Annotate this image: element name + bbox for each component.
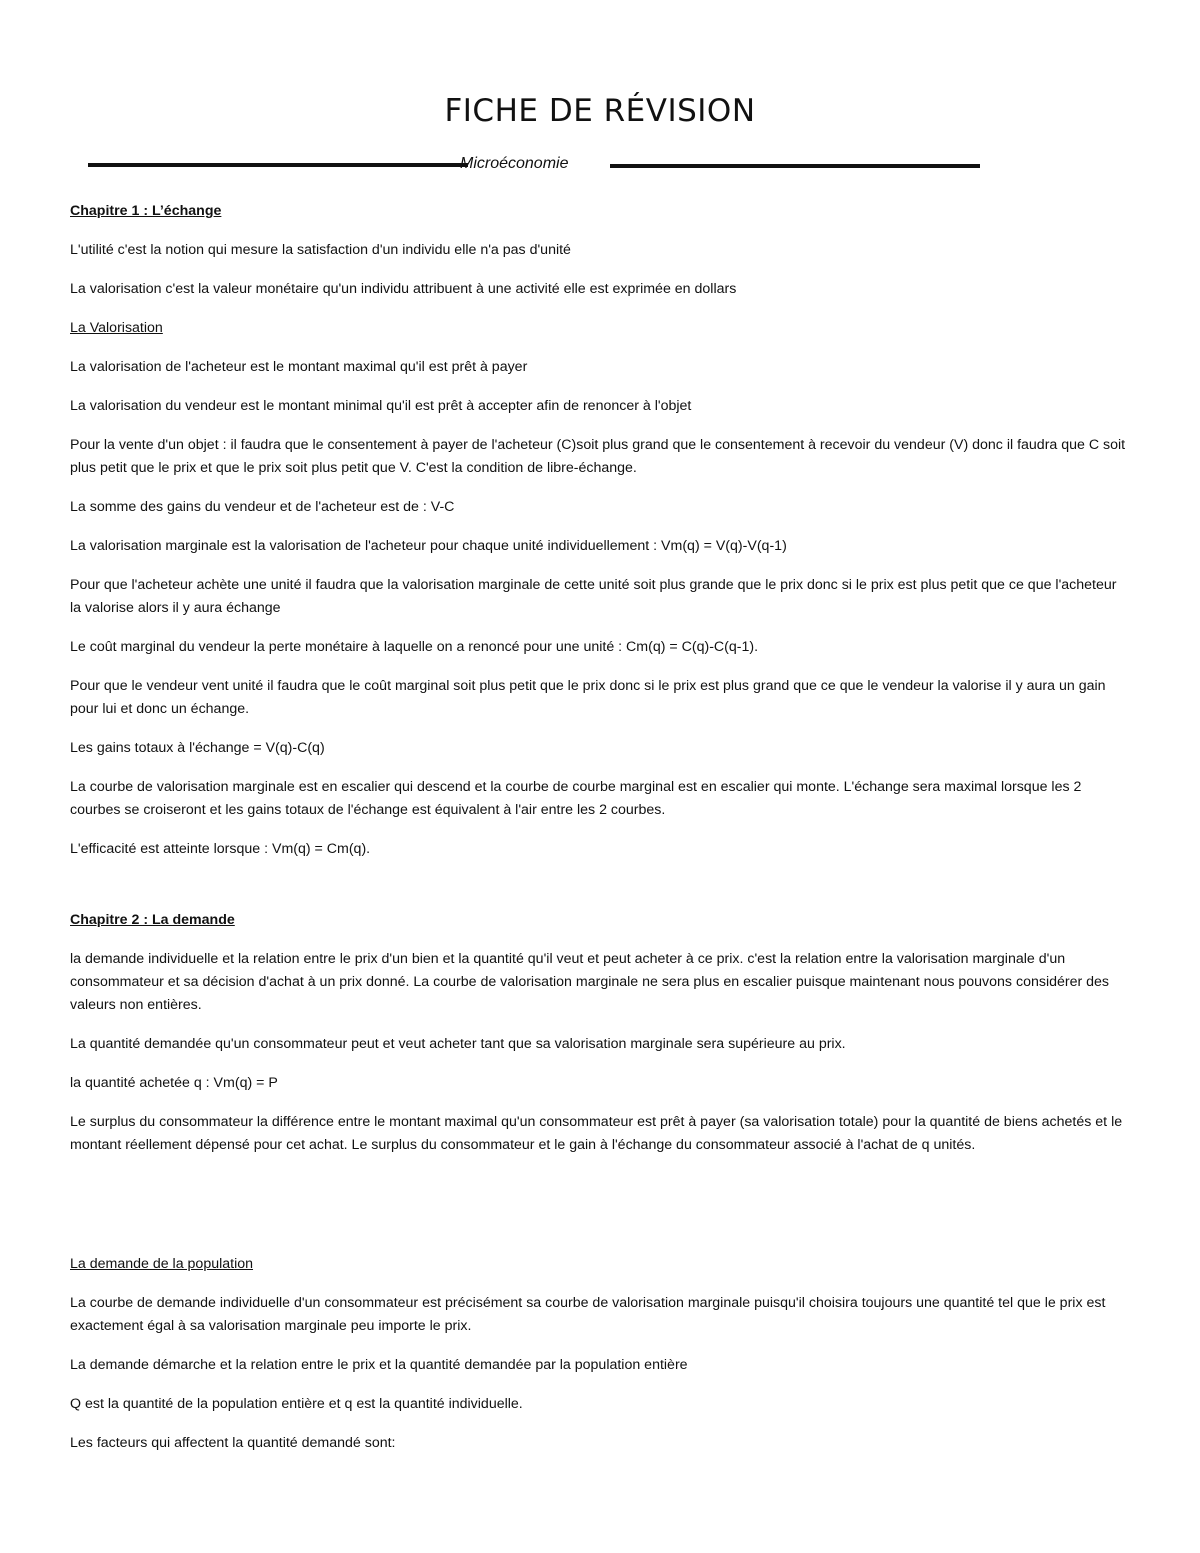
chapter-2-heading: Chapitre 2 : La demande [70,912,235,928]
page-title: FICHE DE RÉVISION [444,93,756,129]
chapter-1-heading: Chapitre 1 : L’échange [70,203,222,219]
paragraph: Le coût marginal du vendeur la perte monétaire à laquelle on a renoncé pour une unité : Cm(q) = C(q)-C(q-1). [70,639,759,655]
paragraph: Les gains totaux à l'échange = V(q)-C(q) [70,740,325,756]
paragraph: Pour la vente d'un objet : il faudra que le consentement à payer de l'acheteur (C)soit plus grand que le consentement à recevoir du vendeur (V) donc il faudra que C soit plus petit que le prix et que le prix soit plus petit que V. C'est la condition de libre-échange. [70,437,1126,476]
page-subtitle: Microéconomie [460,155,569,172]
left-rule-divider [88,163,468,167]
subtitle-row [88,155,980,179]
paragraph: la quantité achetée q : Vm(q) = P [70,1075,278,1091]
paragraph: Pour que l'acheteur achète une unité il faudra que la valorisation marginale de cette unité soit plus grande que le prix donc si le prix est plus petit que ce que l'acheteur la valorise alors il y aura échange [70,577,1117,616]
paragraph: La valorisation du vendeur est le montant minimal qu'il est prêt à accepter afin de renoncer à l'objet [70,398,692,414]
paragraph: la demande individuelle et la relation entre le prix d'un bien et la quantité qu'il veut et peut acheter à ce prix. c'est la relation entre la valorisation marginale d'un consommateur et sa décision d'achat à un prix donné. La courbe de valorisation marginale ne sera plus en escalier puisque maintenant nous pouvons considérer des valeurs non entières. [70,951,1110,1013]
paragraph: Q est la quantité de la population entière et q est la quantité individuelle. [70,1396,523,1412]
section-heading-valorisation: La Valorisation [70,320,163,336]
paragraph: La somme des gains du vendeur et de l'acheteur est de : V-C [70,499,455,515]
paragraph: La valorisation de l'acheteur est le montant maximal qu'il est prêt à payer [70,359,528,375]
right-rule-divider [610,164,980,168]
paragraph: La quantité demandée qu'un consommateur peut et veut acheter tant que sa valorisation marginale sera supérieure au prix. [70,1036,846,1052]
paragraph: La courbe de demande individuelle d'un consommateur est précisément sa courbe de valorisation marginale puisqu'il choisira toujours une quantité tel que le prix est exactement égal à sa valorisation marginale peu importe le prix. [70,1295,1106,1334]
document-body [70,200,1130,1471]
section-heading-demande-population: La demande de la population [70,1256,254,1272]
paragraph: Les facteurs qui affectent la quantité demandé sont: [70,1435,396,1451]
paragraph: Le surplus du consommateur la différence entre le montant maximal qu'un consommateur est prêt à payer (sa valorisation totale) pour la quantité de biens achetés et le montant réellement dépensé pour cet achat. Le surplus du consommateur et le gain à l'échange du consommateur associé à l'achat de q unités. [70,1114,1123,1153]
paragraph: La demande démarche et la relation entre le prix et la quantité demandée par la population entière [70,1357,688,1373]
paragraph: L'efficacité est atteinte lorsque : Vm(q) = Cm(q). [70,841,371,857]
paragraph: La valorisation c'est la valeur monétaire qu'un individu attribuent à une activité elle est exprimée en dollars [70,281,737,297]
paragraph: La valorisation marginale est la valorisation de l'acheteur pour chaque unité individuellement : Vm(q) = V(q)-V(q-1) [70,538,787,554]
paragraph: L'utilité c'est la notion qui mesure la satisfaction d'un individu elle n'a pas d'unité [70,242,571,258]
paragraph: Pour que le vendeur vent unité il faudra que le coût marginal soit plus petit que le prix donc si le prix est plus grand que ce que le vendeur la valorise il y aura un gain pour lui et donc un échange. [70,678,1106,717]
paragraph: La courbe de valorisation marginale est en escalier qui descend et la courbe de courbe marginal est en escalier qui monte. L'échange sera maximal lorsque les 2 courbes se croiseront et les gains totaux de l'échange est équivalent à l'air entre les 2 courbes. [70,779,1082,818]
